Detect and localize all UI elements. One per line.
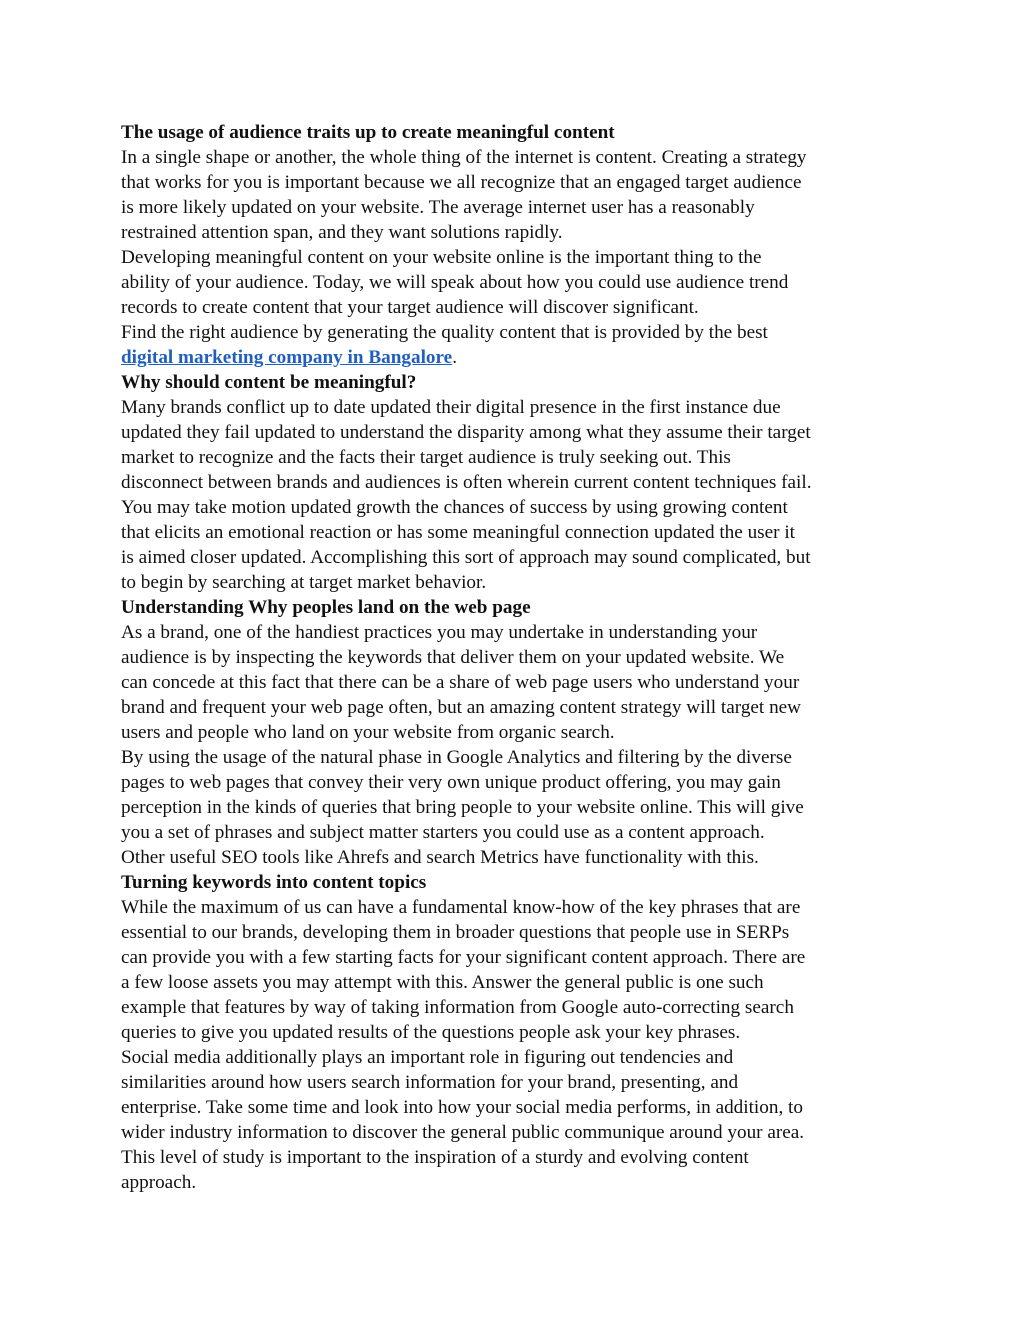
paragraph-line: Developing meaningful content on your website online is the important thing to the xyxy=(121,247,762,268)
link-trailing-period: . xyxy=(452,347,457,368)
document-page xyxy=(121,120,911,1195)
paragraph-line: disconnect between brands and audiences is often wherein current content techniques fail. xyxy=(121,472,812,493)
paragraph-line: records to create content that your target audience will discover significant. xyxy=(121,297,699,318)
paragraph-line: By using the usage of the natural phase in Google Analytics and filtering by the diverse xyxy=(121,747,792,768)
paragraph-line: to begin by searching at target market behavior. xyxy=(121,572,487,593)
paragraph-line: that works for you is important because we all recognize that an engaged target audience xyxy=(121,172,802,193)
paragraph-line: In a single shape or another, the whole thing of the internet is content. Creating a strategy xyxy=(121,147,807,168)
paragraph-line: a few loose assets you may attempt with this. Answer the general public is one such xyxy=(121,972,764,993)
paragraph-line: updated they fail updated to understand the disparity among what they assume their target xyxy=(121,422,811,443)
paragraph-line: wider industry information to discover the general public communique around your area. xyxy=(121,1122,805,1143)
paragraph-line: Find the right audience by generating the quality content that is provided by the best xyxy=(121,322,768,343)
section-keywords-topics xyxy=(121,870,911,1195)
paragraph-line: As a brand, one of the handiest practices you may undertake in understanding your xyxy=(121,622,758,643)
paragraph-line: brand and frequent your web page often, but an amazing content strategy will target new xyxy=(121,697,802,718)
paragraph-line: While the maximum of us can have a fundamental know-how of the key phrases that are xyxy=(121,897,801,918)
paragraph-line: Social media additionally plays an important role in figuring out tendencies and xyxy=(121,1047,734,1068)
section-why-meaningful xyxy=(121,370,911,595)
paragraph-line: queries to give you updated results of the questions people ask your key phrases. xyxy=(121,1022,741,1043)
paragraph-line: you a set of phrases and subject matter starters you could use as a content approach. xyxy=(121,822,765,843)
digital-marketing-link[interactable]: digital marketing company in Bangalore xyxy=(121,347,453,368)
section-heading: Turning keywords into content topics xyxy=(121,872,427,893)
paragraph-line: can concede at this fact that there can be a share of web page users who understand your xyxy=(121,672,800,693)
paragraph-line: audience is by inspecting the keywords that deliver them on your updated website. We xyxy=(121,647,785,668)
paragraph-line: market to recognize and the facts their target audience is truly seeking out. This xyxy=(121,447,731,468)
paragraph-line: perception in the kinds of queries that bring people to your website online. This will give xyxy=(121,797,804,818)
paragraph-line: This level of study is important to the inspiration of a sturdy and evolving content xyxy=(121,1147,749,1168)
paragraph-line: essential to our brands, developing them in broader questions that people use in SERPs xyxy=(121,922,790,943)
section-heading: The usage of audience traits up to create meaningful content xyxy=(121,122,615,143)
paragraph-line: enterprise. Take some time and look into how your social media performs, in addition, to xyxy=(121,1097,803,1118)
section-heading: Understanding Why peoples land on the web page xyxy=(121,597,531,618)
paragraph-line: approach. xyxy=(121,1172,197,1193)
paragraph-line: is aimed closer updated. Accomplishing this sort of approach may sound complicated, but xyxy=(121,547,811,568)
paragraph-line: Many brands conflict up to date updated their digital presence in the first instance due xyxy=(121,397,781,418)
paragraph-line: restrained attention span, and they want solutions rapidly. xyxy=(121,222,563,243)
section-why-peoples-land xyxy=(121,595,911,870)
paragraph-line: users and people who land on your website from organic search. xyxy=(121,722,615,743)
section-heading: Why should content be meaningful? xyxy=(121,372,417,393)
paragraph-line: Other useful SEO tools like Ahrefs and search Metrics have functionality with this. xyxy=(121,847,759,868)
section-audience-traits xyxy=(121,120,911,370)
paragraph-line: You may take motion updated growth the chances of success by using growing content xyxy=(121,497,788,518)
paragraph-line: that elicits an emotional reaction or has some meaningful connection updated the user it xyxy=(121,522,796,543)
paragraph-line: ability of your audience. Today, we will speak about how you could use audience trend xyxy=(121,272,789,293)
link-line xyxy=(121,345,911,370)
paragraph-line: example that features by way of taking information from Google auto-correcting search xyxy=(121,997,794,1018)
paragraph-line: is more likely updated on your website. The average internet user has a reasonably xyxy=(121,197,755,218)
paragraph-line: can provide you with a few starting facts for your significant content approach. There are xyxy=(121,947,806,968)
paragraph-line: similarities around how users search information for your brand, presenting, and xyxy=(121,1072,739,1093)
paragraph-line: pages to web pages that convey their very own unique product offering, you may gain xyxy=(121,772,781,793)
